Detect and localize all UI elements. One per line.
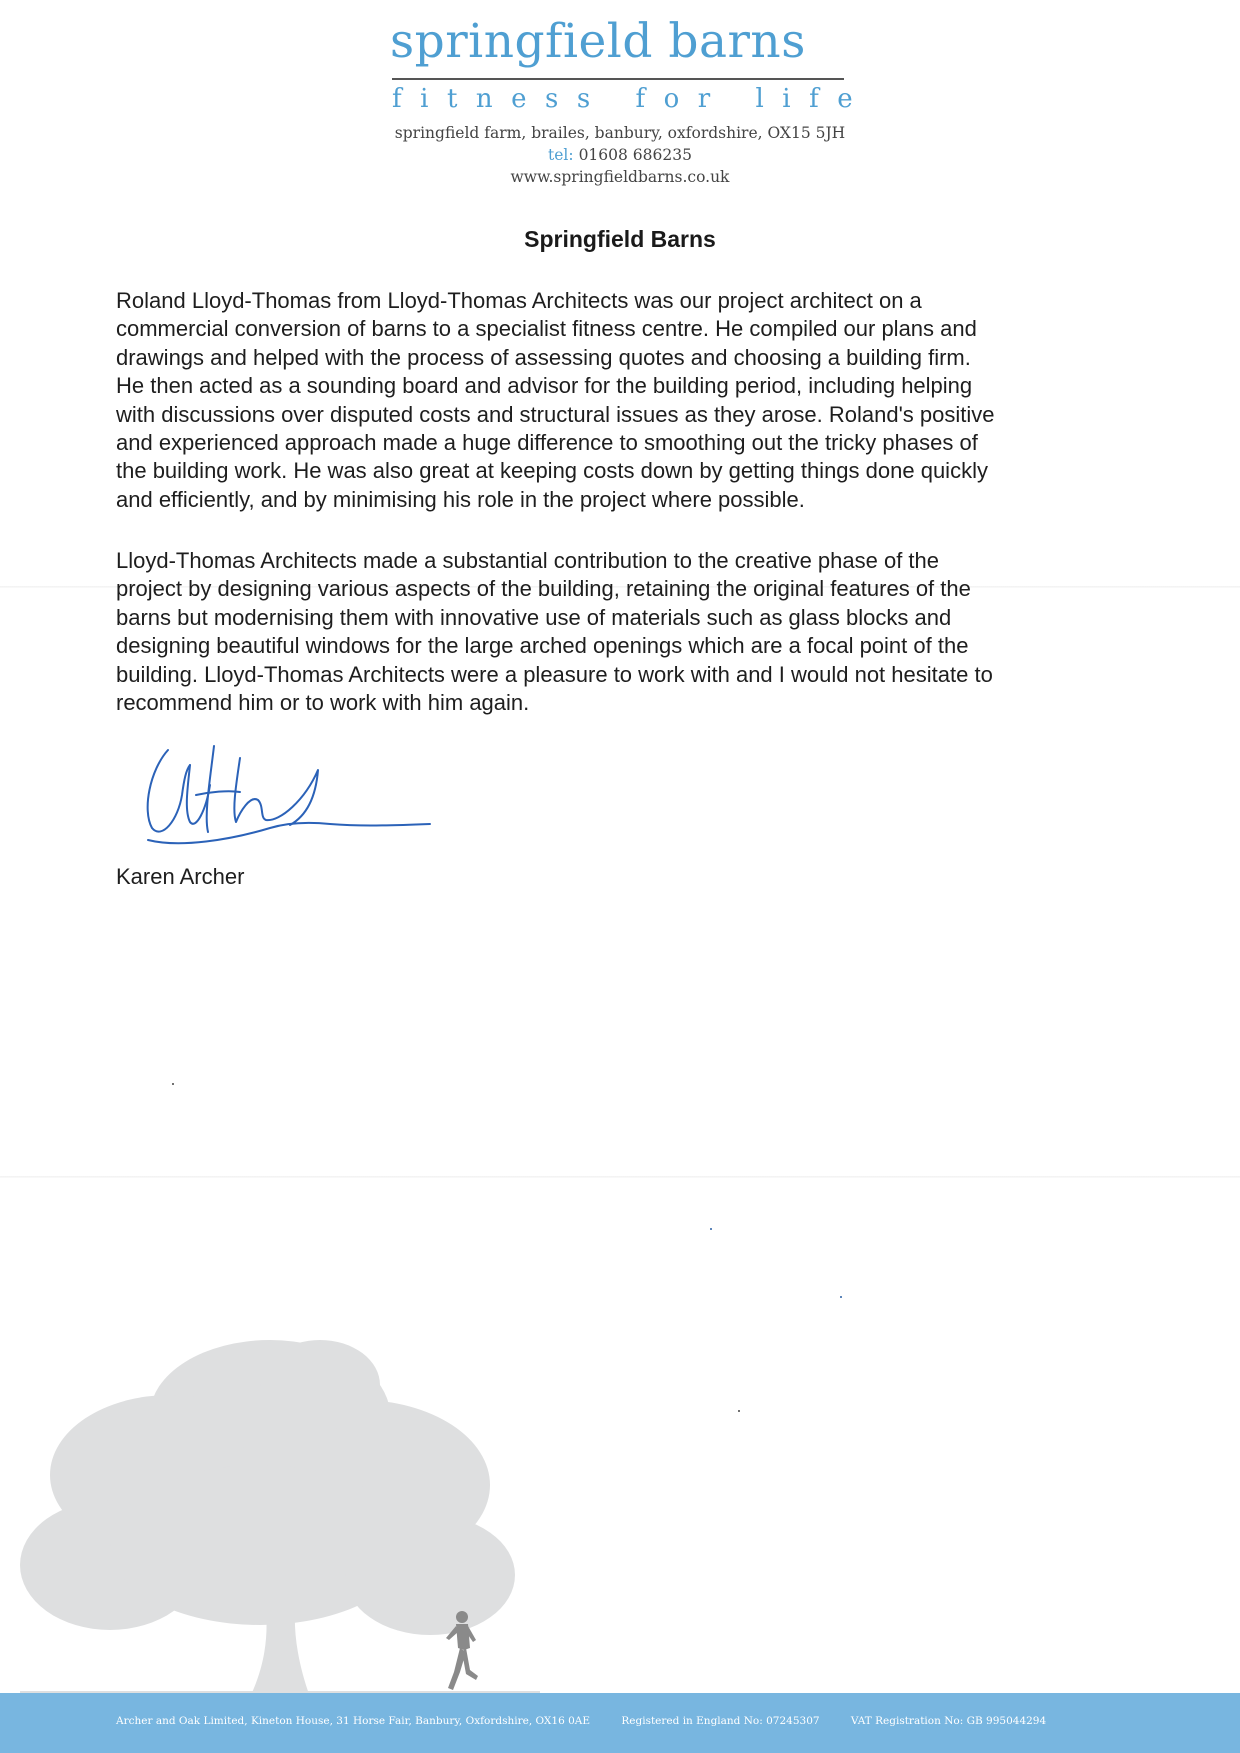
footer-registration: Registered in England No: 07245307 <box>621 1715 820 1727</box>
footer-legal <box>116 1715 1074 1727</box>
scan-speck <box>172 1083 174 1085</box>
footer-company: Archer and Oak Limited, Kineton House, 31 Horse Fair, Banbury, Oxfordshire, OX16 0AE <box>116 1715 591 1727</box>
paragraph-line: the building work. He was also great at keeping costs down by getting things done quickly <box>116 458 988 484</box>
paragraph-line: with discussions over disputed costs and structural issues as they arose. Roland's positive <box>116 401 995 427</box>
paragraph-line: Lloyd-Thomas Architects made a substantial contribution to the creative phase of the <box>116 548 940 573</box>
letterhead-website: www.springfieldbarns.co.uk <box>510 168 730 186</box>
footer-vat: VAT Registration No: GB 995044294 <box>850 1715 1047 1727</box>
letter-title: Springfield Barns <box>524 226 716 252</box>
paragraph-line: drawings and helped with the process of assessing quotes and choosing a building firm. <box>116 344 971 370</box>
paragraph-line: building. Lloyd-Thomas Architects were a pleasure to work with and I would not hesitate to <box>116 661 993 687</box>
scan-speck <box>840 1296 842 1298</box>
phone-number: 01608 686235 <box>578 146 692 164</box>
paragraph-line: Roland Lloyd-Thomas from Lloyd-Thomas Architects was our project architect on a <box>116 288 922 313</box>
body-paragraph-1 <box>116 287 1126 514</box>
paragraph-line: project by designing various aspects of the building, retaining the original features of the <box>116 576 971 602</box>
brand-tagline: fitness for life <box>392 84 872 114</box>
paragraph-line: and efficiently, and by minimising his role in the project where possible. <box>116 486 805 512</box>
paper-fold <box>0 1176 1240 1178</box>
paragraph-line: barns but modernising them with innovative use of materials such as glass blocks and <box>116 604 952 630</box>
scan-speck <box>738 1410 740 1412</box>
brand-name: springfield barns <box>390 14 806 69</box>
phone-label: tel: <box>548 146 574 164</box>
paragraph-line: and experienced approach made a huge difference to smoothing out the tricky phases of <box>116 430 978 456</box>
paragraph-line: designing beautiful windows for the large arched openings which are a focal point of the <box>116 633 969 659</box>
letterhead-phone <box>300 146 940 164</box>
body-paragraph-2 <box>116 547 1126 717</box>
brand-divider <box>392 78 844 80</box>
paragraph-line: recommend him or to work with him again. <box>116 690 530 716</box>
paragraph-line: He then acted as a sounding board and advisor for the building period, including helping <box>116 373 973 399</box>
scan-speck <box>710 1228 712 1230</box>
paragraph-line: commercial conversion of barns to a specialist fitness centre. He compiled our plans and <box>116 316 977 342</box>
runner-icon <box>440 1610 480 1692</box>
handwritten-signature <box>140 740 440 870</box>
letterhead-address: springfield farm, brailes, banbury, oxfordshire, OX15 5JH <box>394 124 846 142</box>
signer-name: Karen Archer <box>116 864 245 889</box>
